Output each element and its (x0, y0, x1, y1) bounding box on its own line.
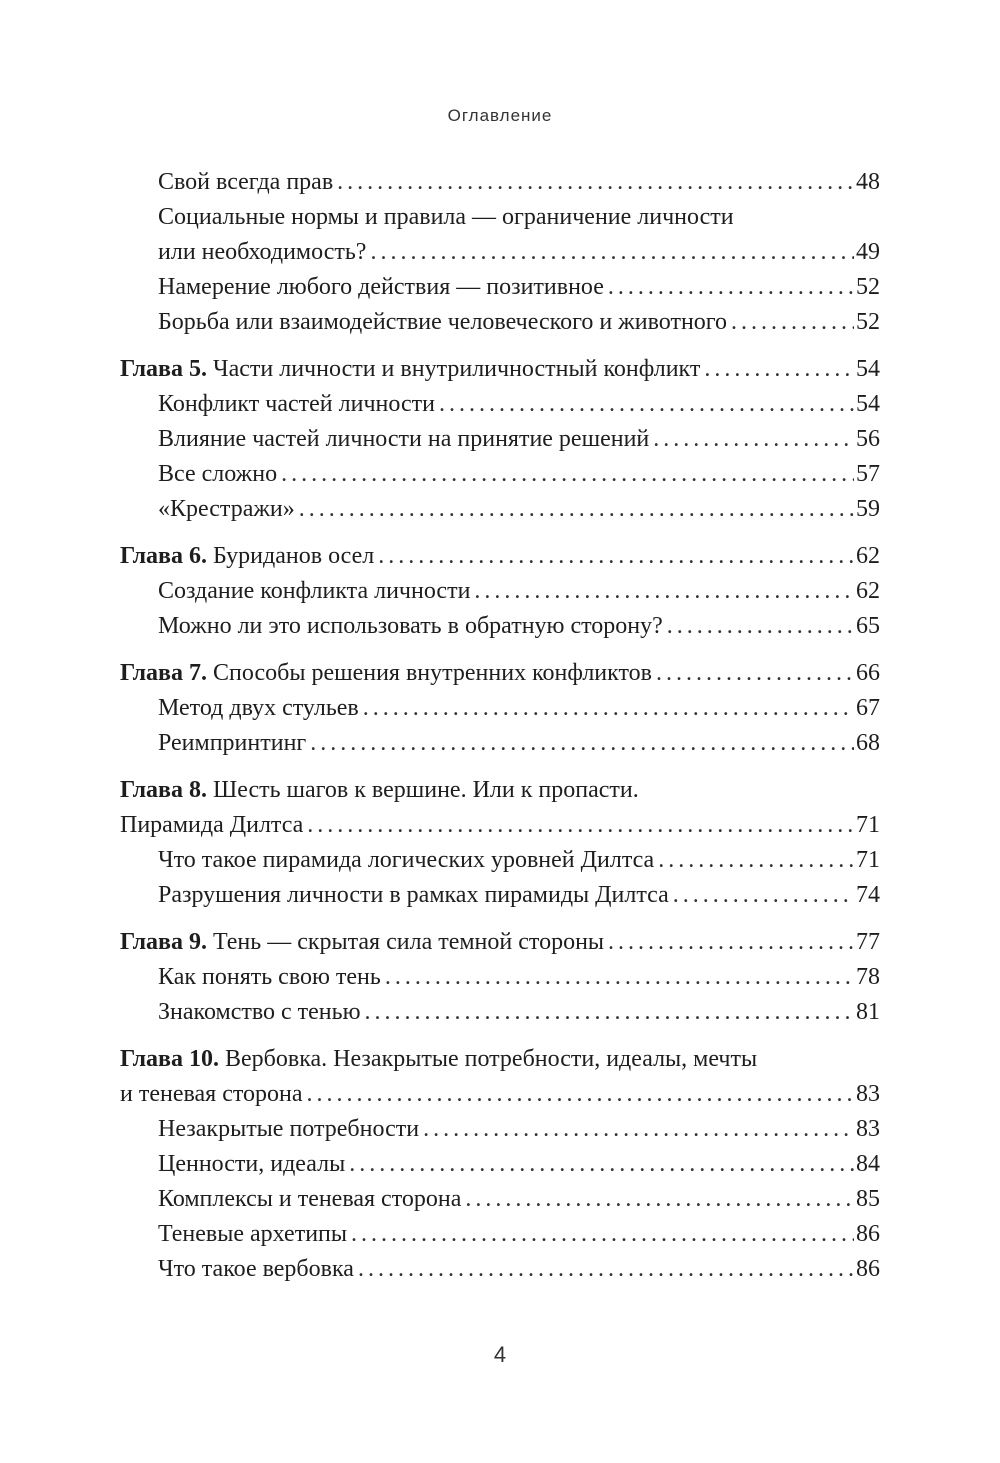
dot-leader (667, 609, 854, 644)
toc-entry-text (158, 457, 277, 492)
toc-page-number: 54 (856, 356, 880, 382)
toc-entry-line (158, 422, 880, 457)
toc-page-number: 57 (856, 461, 880, 487)
dot-leader (370, 235, 854, 270)
toc-entry-title: Тень — скрытая сила темной стороны (213, 929, 605, 955)
toc-entry-line (158, 270, 880, 305)
toc-entry-title: Комплексы и теневая сторона (158, 1186, 462, 1212)
toc-entry-text (158, 305, 727, 340)
toc-page-number: 74 (856, 882, 880, 908)
toc-entry-text (158, 995, 361, 1030)
toc-entry-text (120, 773, 639, 808)
toc-entry-line (158, 1147, 880, 1182)
toc-section-entry[interactable] (120, 387, 880, 422)
toc-entry-title: Незакрытые потребности (158, 1116, 420, 1142)
toc-entry-text (120, 808, 303, 843)
toc-page-number: 81 (856, 999, 880, 1025)
toc-entry-line (158, 609, 880, 644)
chapter-label: Глава 7. (120, 660, 207, 686)
dot-leader (378, 539, 854, 574)
toc-entry-title: Пирамида Дилтса (120, 812, 304, 838)
toc-section-entry[interactable] (120, 960, 880, 995)
dot-leader (474, 574, 854, 609)
toc-entry-text (158, 878, 669, 913)
toc-entry-line (158, 1112, 880, 1147)
toc-entry-title: и теневая сторона (120, 1081, 303, 1107)
toc-entry-line (158, 165, 880, 200)
toc-entry-text (158, 960, 381, 995)
toc-section-entry[interactable] (120, 1147, 880, 1182)
toc-page-number: 48 (856, 169, 880, 195)
toc-entry-text (158, 1182, 461, 1217)
toc-page-number: 52 (856, 274, 880, 300)
toc-entry-line (158, 995, 880, 1030)
toc-entry-text (120, 1042, 757, 1077)
dot-leader (358, 1252, 854, 1287)
toc-entry-line (158, 878, 880, 913)
toc-entry-title: Шесть шагов к вершине. Или к пропасти. (213, 777, 639, 803)
toc-page-number: 71 (856, 847, 880, 873)
toc-entry-title: «Крестражи» (158, 496, 295, 522)
toc-entry-line (158, 1217, 880, 1252)
toc-entry-line (158, 200, 880, 235)
toc-page-number: 62 (856, 578, 880, 604)
toc-entry-text (120, 352, 700, 387)
toc-chapter-entry[interactable] (120, 1042, 880, 1112)
toc-page-number: 86 (856, 1256, 880, 1282)
dot-leader (281, 457, 854, 492)
toc-page-number: 59 (856, 496, 880, 522)
dot-leader (307, 1077, 854, 1112)
toc-entry-line (120, 539, 880, 574)
toc-page-number: 68 (856, 730, 880, 756)
toc-page-number: 52 (856, 309, 880, 335)
toc-section-entry[interactable] (120, 691, 880, 726)
chapter-label: Глава 10. (120, 1046, 219, 1072)
toc-entry-text (120, 1077, 303, 1112)
toc-chapter-entry[interactable] (120, 925, 880, 960)
toc-chapter-entry[interactable] (120, 656, 880, 691)
toc-section-entry[interactable] (120, 726, 880, 761)
toc-entry-title: Свой всегда прав (158, 169, 334, 195)
toc-entry-title: Метод двух стульев (158, 695, 359, 721)
toc-entry-title: Буриданов осел (213, 543, 375, 569)
toc-entry-title: Влияние частей личности на принятие решений (158, 426, 650, 452)
dot-leader (673, 878, 854, 913)
toc-entry-line (120, 773, 880, 808)
toc-entry-line (120, 808, 880, 843)
toc-entry-text (158, 1147, 345, 1182)
dot-leader (658, 843, 854, 878)
toc-entry-line (158, 726, 880, 761)
toc-entry-text (158, 422, 649, 457)
chapter-label: Глава 5. (120, 356, 207, 382)
toc-entry-text (158, 492, 295, 527)
toc-entry-text (158, 200, 734, 235)
toc-entry-text (158, 574, 470, 609)
toc-page-number: 71 (856, 812, 880, 838)
toc-section-entry[interactable] (120, 165, 880, 200)
toc-entry-title: Вербовка. Незакрытые потребности, идеалы, мечты (225, 1046, 758, 1072)
toc-entry-title: Намерение любого действия — позитивное (158, 274, 604, 300)
toc-section-entry[interactable] (120, 1182, 880, 1217)
toc-page-number: 54 (856, 391, 880, 417)
toc-entry-title: Теневые архетипы (158, 1221, 348, 1247)
toc-chapter-entry[interactable] (120, 773, 880, 843)
toc-entry-title: Можно ли это использовать в обратную сторону? (158, 613, 663, 639)
dot-leader (423, 1112, 854, 1147)
toc-entry-title: Что такое вербовка (158, 1256, 354, 1282)
toc-entry-line (158, 235, 880, 270)
toc-entry-title: Реимпринтинг (158, 730, 307, 756)
page-number: 4 (493, 1342, 507, 1367)
toc-section-entry[interactable] (120, 574, 880, 609)
toc-entry-title: Конфликт частей личности (158, 391, 435, 417)
toc-section-entry[interactable] (120, 457, 880, 492)
toc-section-entry[interactable] (120, 1217, 880, 1252)
toc-entry-title: Части личности и внутриличностный конфликт (213, 356, 701, 382)
toc-entry-line (158, 1252, 880, 1287)
toc-entry-line (120, 1077, 880, 1112)
dot-leader (349, 1147, 854, 1182)
toc-chapter-entry[interactable] (120, 539, 880, 574)
toc-entry-line (158, 691, 880, 726)
toc-entry-line (120, 1042, 880, 1077)
toc-entry-title: Разрушения личности в рамках пирамиды Дилтса (158, 882, 669, 908)
chapter-label: Глава 9. (120, 929, 207, 955)
dot-leader (385, 960, 854, 995)
toc-entry-line (158, 1182, 880, 1217)
toc-entry-title: Способы решения внутренних конфликтов (213, 660, 652, 686)
dot-leader (656, 656, 854, 691)
dot-leader (307, 808, 854, 843)
toc-entry-text (158, 165, 333, 200)
toc-section-entry[interactable] (120, 843, 880, 878)
toc-entry-line (120, 656, 880, 691)
toc-entry-text (158, 1217, 347, 1252)
dot-leader (731, 305, 854, 340)
toc-page-number: 78 (856, 964, 880, 990)
toc-entry-title: Что такое пирамида логических уровней Дилтса (158, 847, 655, 873)
toc-page-number: 77 (856, 929, 880, 955)
dot-leader (439, 387, 854, 422)
table-of-contents (120, 165, 880, 1287)
toc-section-entry[interactable] (120, 609, 880, 644)
toc-entry-text (158, 843, 654, 878)
toc-page-number: 86 (856, 1221, 880, 1247)
toc-entry-title: Создание конфликта личности (158, 578, 471, 604)
dot-leader (608, 270, 854, 305)
toc-entry-text (120, 656, 652, 691)
toc-entry-line (158, 492, 880, 527)
dot-leader (363, 691, 854, 726)
toc-section-entry[interactable] (120, 492, 880, 527)
toc-page-number: 62 (856, 543, 880, 569)
toc-entry-title: Знакомство с тенью (158, 999, 361, 1025)
dot-leader (337, 165, 854, 200)
toc-entry-title: Как понять свою тень (158, 964, 381, 990)
toc-entry-text (158, 387, 435, 422)
dot-leader (608, 925, 854, 960)
toc-entry-title: Ценности, идеалы (158, 1151, 346, 1177)
running-head-title: Оглавление (447, 106, 553, 125)
toc-page-number: 84 (856, 1151, 880, 1177)
toc-entry-line (158, 305, 880, 340)
toc-entry-line (158, 843, 880, 878)
toc-entry-text (158, 270, 604, 305)
toc-page-number: 67 (856, 695, 880, 721)
toc-page-number: 83 (856, 1116, 880, 1142)
toc-section-entry[interactable] (120, 995, 880, 1030)
toc-entry-line (158, 574, 880, 609)
toc-entry-line (120, 352, 880, 387)
toc-page-number: 49 (856, 239, 880, 265)
toc-section-entry[interactable] (120, 200, 880, 270)
toc-entry-title: Борьба или взаимодействие человеческого и животного (158, 309, 728, 335)
dot-leader (351, 1217, 854, 1252)
toc-entry-line (158, 457, 880, 492)
toc-entry-text (158, 726, 306, 761)
toc-page-number: 85 (856, 1186, 880, 1212)
toc-section-entry[interactable] (120, 270, 880, 305)
toc-entry-text (120, 539, 374, 574)
toc-page-number: 65 (856, 613, 880, 639)
toc-page-number: 66 (856, 660, 880, 686)
toc-entry-text (158, 1252, 354, 1287)
dot-leader (310, 726, 854, 761)
toc-entry-text (158, 609, 663, 644)
dot-leader (465, 1182, 854, 1217)
toc-entry-line (120, 925, 880, 960)
dot-leader (299, 492, 854, 527)
toc-section-entry[interactable] (120, 1252, 880, 1287)
toc-section-entry[interactable] (120, 878, 880, 913)
toc-entry-line (158, 960, 880, 995)
toc-section-entry[interactable] (120, 305, 880, 340)
toc-entry-title: Социальные нормы и правила — ограничение личности (158, 204, 734, 230)
dot-leader (365, 995, 854, 1030)
toc-entry-text (158, 691, 359, 726)
toc-chapter-entry[interactable] (120, 352, 880, 387)
toc-entry-title: или необходимость? (158, 239, 367, 265)
toc-section-entry[interactable] (120, 1112, 880, 1147)
toc-entry-title: Все сложно (158, 461, 278, 487)
toc-page-number: 83 (856, 1081, 880, 1107)
toc-section-entry[interactable] (120, 422, 880, 457)
toc-entry-line (158, 387, 880, 422)
dot-leader (653, 422, 854, 457)
dot-leader (704, 352, 854, 387)
toc-page-number: 56 (856, 426, 880, 452)
chapter-label: Глава 6. (120, 543, 207, 569)
chapter-label: Глава 8. (120, 777, 207, 803)
toc-entry-text (158, 1112, 419, 1147)
toc-entry-text (120, 925, 604, 960)
toc-entry-text (158, 235, 366, 270)
